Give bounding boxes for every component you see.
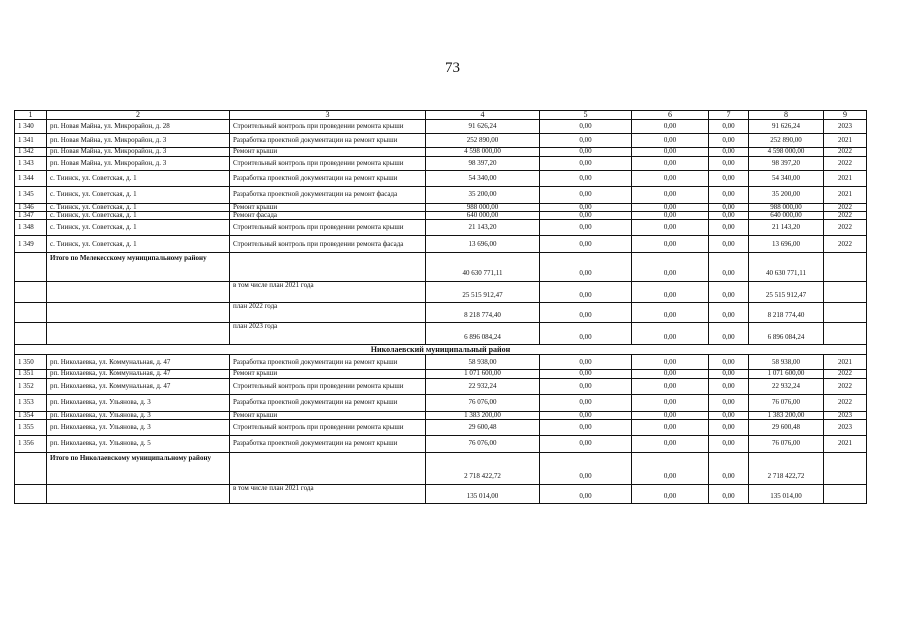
amount-cell: 0,00 (709, 355, 749, 370)
column-header: 1 (15, 111, 47, 120)
amount-cell: 0,00 (540, 120, 632, 134)
amount-cell: 58 938,00 (749, 355, 824, 370)
address-cell: рп. Николаевка, ул. Ульянова, д. 3 (47, 411, 230, 419)
amount-cell: 0,00 (540, 212, 632, 220)
amount-cell: 0,00 (540, 148, 632, 156)
amount-cell: 0,00 (540, 420, 632, 436)
amount-cell: 0,00 (540, 485, 632, 504)
amount-cell: 58 938,00 (426, 355, 540, 370)
work-type-cell: Строительный контроль при проведении ремонта крыши (230, 220, 426, 236)
amount-cell: 0,00 (709, 120, 749, 134)
row-number: 1 345 (15, 186, 47, 203)
address-cell: рп. Николаевка, ул. Коммунальная, д. 47 (47, 378, 230, 394)
row-number: 1 344 (15, 170, 47, 186)
year-cell: 2022 (824, 394, 867, 411)
row-number: 1 349 (15, 236, 47, 253)
table-row (15, 170, 867, 186)
amount-cell: 0,00 (632, 378, 709, 394)
year-cell: 2022 (824, 203, 867, 211)
amount-cell: 0,00 (540, 453, 632, 485)
work-type-cell: Строительный контроль при проведении ремонта фасада (230, 236, 426, 253)
total-label: Итого по Николаевскому муниципальному району (47, 453, 230, 485)
year-cell: 2022 (824, 212, 867, 220)
column-header: 2 (47, 111, 230, 120)
amount-cell: 8 218 774,40 (426, 303, 540, 323)
table-row (15, 394, 867, 411)
amount-cell: 54 340,00 (426, 170, 540, 186)
work-type-cell: Ремонт крыши (230, 411, 426, 419)
amount-cell: 0,00 (709, 220, 749, 236)
table-row (15, 378, 867, 394)
amount-cell: 0,00 (540, 378, 632, 394)
amount-cell: 1 071 600,00 (749, 370, 824, 378)
amount-cell: 0,00 (632, 186, 709, 203)
table-row (15, 420, 867, 436)
amount-cell: 0,00 (709, 453, 749, 485)
amount-cell: 0,00 (540, 220, 632, 236)
row-number: 1 355 (15, 420, 47, 436)
work-type-cell: Ремонт крыши (230, 370, 426, 378)
amount-cell: 8 218 774,40 (749, 303, 824, 323)
column-header: 8 (749, 111, 824, 120)
amount-cell: 29 600,48 (426, 420, 540, 436)
amount-cell: 40 630 771,11 (426, 253, 540, 282)
row-number: 1 352 (15, 378, 47, 394)
amount-cell: 988 000,00 (426, 203, 540, 211)
work-type-cell: Разработка проектной документации на ремонт фасада (230, 186, 426, 203)
column-header: 4 (426, 111, 540, 120)
amount-cell: 135 014,00 (426, 485, 540, 504)
work-type-cell: Строительный контроль при проведении ремонта крыши (230, 378, 426, 394)
plan-row (15, 485, 867, 504)
amount-cell: 0,00 (709, 156, 749, 170)
amount-cell: 0,00 (709, 212, 749, 220)
work-type-cell: Разработка проектной документации на ремонт крыши (230, 394, 426, 411)
amount-cell: 98 397,20 (749, 156, 824, 170)
amount-cell: 0,00 (540, 170, 632, 186)
amount-cell: 0,00 (709, 303, 749, 323)
year-cell: 2022 (824, 378, 867, 394)
address-cell: с. Тиинск, ул. Советская, д. 1 (47, 186, 230, 203)
address-cell: рп. Новая Майна, ул. Микрорайон, д. 28 (47, 120, 230, 134)
address-cell: рп. Николаевка, ул. Коммунальная, д. 47 (47, 355, 230, 370)
page-number: 73 (445, 60, 460, 76)
table-row (15, 203, 867, 211)
row-number: 1 342 (15, 148, 47, 156)
amount-cell: 4 598 000,00 (426, 148, 540, 156)
empty-cell (15, 453, 47, 485)
amount-cell: 2 718 422,72 (426, 453, 540, 485)
column-header: 6 (632, 111, 709, 120)
amount-cell: 13 696,00 (426, 236, 540, 253)
plan-label: план 2023 года (230, 323, 426, 345)
amount-cell: 0,00 (540, 203, 632, 211)
year-cell: 2022 (824, 370, 867, 378)
amount-cell: 0,00 (709, 170, 749, 186)
year-cell: 2023 (824, 411, 867, 419)
amount-cell: 0,00 (540, 186, 632, 203)
amount-cell: 0,00 (632, 394, 709, 411)
amount-cell: 0,00 (632, 253, 709, 282)
amount-cell: 0,00 (540, 303, 632, 323)
amount-cell: 0,00 (632, 134, 709, 148)
amount-cell: 1 383 200,00 (749, 411, 824, 419)
row-number: 1 346 (15, 203, 47, 211)
work-type-cell: Строительный контроль при проведении ремонта крыши (230, 120, 426, 134)
year-cell: 2021 (824, 436, 867, 453)
amount-cell: 0,00 (709, 420, 749, 436)
table-row (15, 212, 867, 220)
capital-repair-table (14, 110, 867, 504)
amount-cell: 0,00 (540, 282, 632, 303)
amount-cell: 0,00 (540, 253, 632, 282)
address-cell: рп. Николаевка, ул. Ульянова, д. 5 (47, 436, 230, 453)
amount-cell: 98 397,20 (426, 156, 540, 170)
amount-cell: 25 515 912,47 (749, 282, 824, 303)
address-cell: с. Тиинск, ул. Советская, д. 1 (47, 220, 230, 236)
row-number: 1 348 (15, 220, 47, 236)
address-cell: рп. Николаевка, ул. Ульянова, д. 3 (47, 394, 230, 411)
amount-cell: 0,00 (540, 436, 632, 453)
amount-cell: 0,00 (632, 303, 709, 323)
address-cell: с. Тиинск, ул. Советская, д. 1 (47, 203, 230, 211)
amount-cell: 0,00 (709, 236, 749, 253)
amount-cell: 640 000,00 (426, 212, 540, 220)
row-number: 1 347 (15, 212, 47, 220)
amount-cell: 91 626,24 (749, 120, 824, 134)
empty-cell (824, 253, 867, 282)
amount-cell: 0,00 (709, 485, 749, 504)
year-cell: 2023 (824, 120, 867, 134)
row-number: 1 354 (15, 411, 47, 419)
amount-cell: 76 076,00 (426, 436, 540, 453)
amount-cell: 0,00 (632, 420, 709, 436)
amount-cell: 35 200,00 (426, 186, 540, 203)
table-body (15, 111, 867, 504)
table-row (15, 436, 867, 453)
amount-cell: 22 932,24 (749, 378, 824, 394)
amount-cell: 2 718 422,72 (749, 453, 824, 485)
amount-cell: 21 143,20 (426, 220, 540, 236)
table-row (15, 220, 867, 236)
empty-cell (47, 485, 230, 504)
work-type-cell: Разработка проектной документации на ремонт крыши (230, 170, 426, 186)
amount-cell: 0,00 (540, 370, 632, 378)
amount-cell: 91 626,24 (426, 120, 540, 134)
work-type-cell: Ремонт крыши (230, 148, 426, 156)
amount-cell: 0,00 (540, 134, 632, 148)
amount-cell: 76 076,00 (426, 394, 540, 411)
empty-cell (15, 282, 47, 303)
table-row (15, 120, 867, 134)
empty-cell (47, 323, 230, 345)
row-number: 1 350 (15, 355, 47, 370)
amount-cell: 0,00 (540, 323, 632, 345)
plan-row (15, 282, 867, 303)
amount-cell: 0,00 (709, 411, 749, 419)
column-header: 3 (230, 111, 426, 120)
work-type-cell: Разработка проектной документации на ремонт крыши (230, 134, 426, 148)
row-number: 1 341 (15, 134, 47, 148)
year-cell: 2022 (824, 156, 867, 170)
empty-cell (824, 453, 867, 485)
empty-cell (824, 323, 867, 345)
empty-cell (47, 303, 230, 323)
district-header-row (15, 345, 867, 355)
table-row (15, 186, 867, 203)
amount-cell: 0,00 (632, 236, 709, 253)
amount-cell: 0,00 (632, 323, 709, 345)
plan-label: в том числе план 2021 года (230, 282, 426, 303)
amount-cell: 0,00 (540, 156, 632, 170)
amount-cell: 0,00 (540, 411, 632, 419)
column-header: 7 (709, 111, 749, 120)
amount-cell: 0,00 (632, 436, 709, 453)
year-cell: 2021 (824, 355, 867, 370)
table-row (15, 370, 867, 378)
amount-cell: 0,00 (632, 370, 709, 378)
table-row (15, 411, 867, 419)
amount-cell: 0,00 (632, 453, 709, 485)
empty-cell (824, 282, 867, 303)
amount-cell: 0,00 (632, 355, 709, 370)
amount-cell: 29 600,48 (749, 420, 824, 436)
empty-cell (15, 485, 47, 504)
amount-cell: 35 200,00 (749, 186, 824, 203)
amount-cell: 76 076,00 (749, 394, 824, 411)
amount-cell: 21 143,20 (749, 220, 824, 236)
row-number: 1 356 (15, 436, 47, 453)
table-row (15, 236, 867, 253)
work-type-cell: Разработка проектной документации на ремонт крыши (230, 355, 426, 370)
address-cell: с. Тиинск, ул. Советская, д. 1 (47, 170, 230, 186)
empty-cell (230, 453, 426, 485)
amount-cell: 0,00 (709, 253, 749, 282)
amount-cell: 0,00 (709, 370, 749, 378)
work-type-cell: Ремонт крыши (230, 203, 426, 211)
header-row (15, 111, 867, 120)
amount-cell: 252 890,00 (749, 134, 824, 148)
amount-cell: 0,00 (709, 186, 749, 203)
amount-cell: 0,00 (709, 148, 749, 156)
table-row (15, 134, 867, 148)
plan-label: план 2022 года (230, 303, 426, 323)
year-cell: 2021 (824, 170, 867, 186)
total-row (15, 253, 867, 282)
empty-cell (824, 303, 867, 323)
table-row (15, 148, 867, 156)
amount-cell: 988 000,00 (749, 203, 824, 211)
empty-cell (47, 282, 230, 303)
row-number: 1 343 (15, 156, 47, 170)
empty-cell (230, 253, 426, 282)
amount-cell: 0,00 (709, 323, 749, 345)
column-header: 9 (824, 111, 867, 120)
amount-cell: 0,00 (632, 203, 709, 211)
amount-cell: 0,00 (632, 411, 709, 419)
amount-cell: 0,00 (709, 378, 749, 394)
amount-cell: 0,00 (540, 236, 632, 253)
address-cell: рп. Новая Майна, ул. Микрорайон, д. 3 (47, 148, 230, 156)
plan-row (15, 303, 867, 323)
district-title: Николаевский муниципальный район (15, 345, 867, 355)
empty-cell (15, 303, 47, 323)
table-row (15, 156, 867, 170)
year-cell: 2023 (824, 420, 867, 436)
amount-cell: 0,00 (632, 148, 709, 156)
empty-cell (824, 485, 867, 504)
address-cell: рп. Николаевка, ул. Ульянова, д. 3 (47, 420, 230, 436)
year-cell: 2021 (824, 186, 867, 203)
amount-cell: 0,00 (709, 394, 749, 411)
amount-cell: 54 340,00 (749, 170, 824, 186)
amount-cell: 0,00 (632, 485, 709, 504)
amount-cell: 40 630 771,11 (749, 253, 824, 282)
amount-cell: 0,00 (709, 134, 749, 148)
amount-cell: 0,00 (632, 170, 709, 186)
amount-cell: 252 890,00 (426, 134, 540, 148)
address-cell: с. Тиинск, ул. Советская, д. 1 (47, 212, 230, 220)
amount-cell: 0,00 (632, 120, 709, 134)
work-type-cell: Строительный контроль при проведении ремонта крыши (230, 156, 426, 170)
amount-cell: 0,00 (632, 212, 709, 220)
empty-cell (15, 323, 47, 345)
row-number: 1 351 (15, 370, 47, 378)
address-cell: с. Тиинск, ул. Советская, д. 1 (47, 236, 230, 253)
table-row (15, 355, 867, 370)
amount-cell: 0,00 (540, 355, 632, 370)
amount-cell: 76 076,00 (749, 436, 824, 453)
address-cell: рп. Новая Майна, ул. Микрорайон, д. 3 (47, 134, 230, 148)
column-header: 5 (540, 111, 632, 120)
amount-cell: 6 896 084,24 (426, 323, 540, 345)
amount-cell: 0,00 (709, 282, 749, 303)
total-label: Итого по Мелекесскому муниципальному району (47, 253, 230, 282)
year-cell: 2021 (824, 134, 867, 148)
amount-cell: 25 515 912,47 (426, 282, 540, 303)
amount-cell: 0,00 (709, 203, 749, 211)
year-cell: 2022 (824, 148, 867, 156)
amount-cell: 6 896 084,24 (749, 323, 824, 345)
address-cell: рп. Николаевка, ул. Коммунальная, д. 47 (47, 370, 230, 378)
plan-label: в том числе план 2021 года (230, 485, 426, 504)
work-type-cell: Строительный контроль при проведении ремонта крыши (230, 420, 426, 436)
plan-row (15, 323, 867, 345)
amount-cell: 640 000,00 (749, 212, 824, 220)
amount-cell: 4 598 000,00 (749, 148, 824, 156)
amount-cell: 0,00 (632, 220, 709, 236)
year-cell: 2022 (824, 236, 867, 253)
empty-cell (15, 253, 47, 282)
amount-cell: 135 014,00 (749, 485, 824, 504)
total-row (15, 453, 867, 485)
amount-cell: 22 932,24 (426, 378, 540, 394)
amount-cell: 0,00 (540, 394, 632, 411)
amount-cell: 0,00 (632, 282, 709, 303)
year-cell: 2022 (824, 220, 867, 236)
amount-cell: 0,00 (709, 436, 749, 453)
row-number: 1 353 (15, 394, 47, 411)
amount-cell: 0,00 (632, 156, 709, 170)
amount-cell: 13 696,00 (749, 236, 824, 253)
work-type-cell: Разработка проектной документации на ремонт крыши (230, 436, 426, 453)
amount-cell: 1 383 200,00 (426, 411, 540, 419)
work-type-cell: Ремонт фасада (230, 212, 426, 220)
row-number: 1 340 (15, 120, 47, 134)
address-cell: рп. Новая Майна, ул. Микрорайон, д. 3 (47, 156, 230, 170)
amount-cell: 1 071 600,00 (426, 370, 540, 378)
